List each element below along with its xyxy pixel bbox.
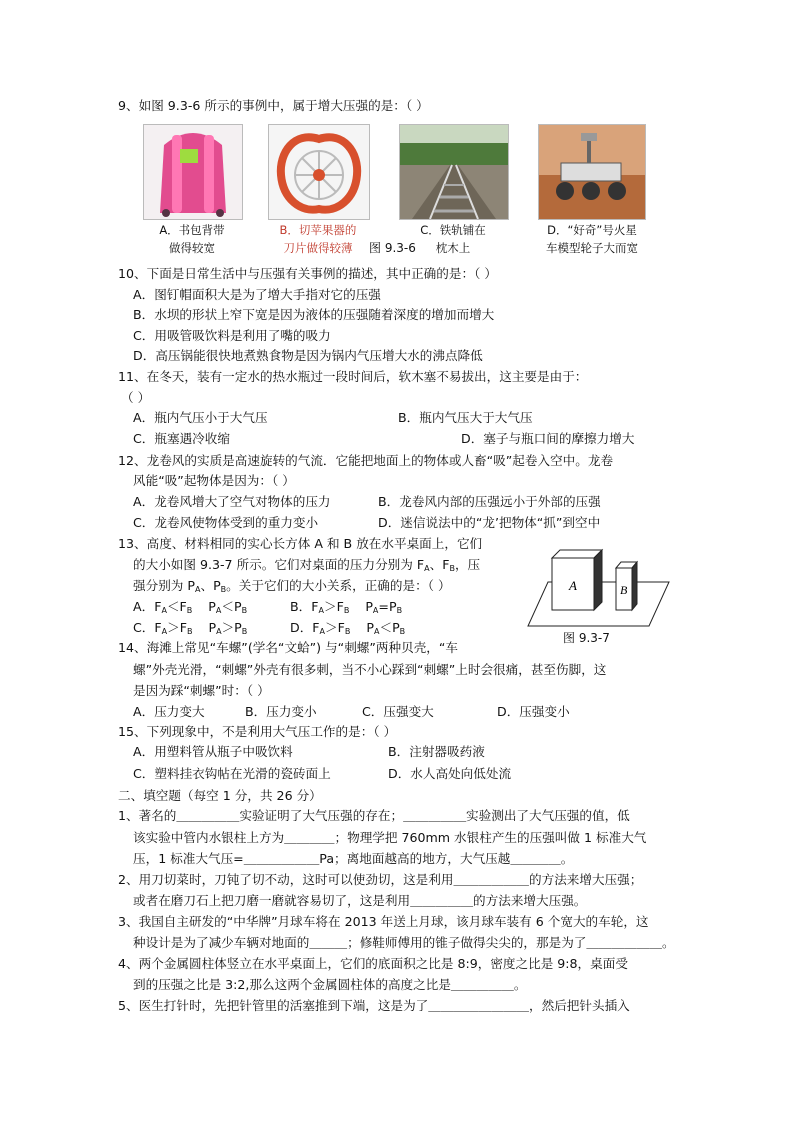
q10-option-d: D．高压锅能很快地煮熟食物是因为锅内气压增大水的沸点降低	[133, 348, 483, 363]
q15-option-d: D．水人高处向低处流	[388, 766, 512, 781]
backpack-photo	[143, 124, 243, 220]
block-b-label: B	[620, 583, 628, 597]
block-a-label: A	[569, 578, 577, 593]
q10-stem: 10、下面是日常生活中与压强有关事例的描述，其中正确的是：（ ）	[118, 266, 497, 281]
q15-option-c: C．塑料挂衣钩帖在光滑的瓷砖面上	[133, 766, 331, 781]
fill-1-line2: 该实验中管内水银柱上方为＿＿＿＿；物理学把 760mm 水银柱产生的压强叫做 1 标准大气	[133, 830, 647, 845]
q9-stem: 9、如图 9.3-6 所示的事例中，属于增大压强的是：（ ）	[118, 98, 429, 113]
fill-1-line1: 1、著名的＿＿＿＿＿实验证明了大气压强的存在；＿＿＿＿＿实验测出了大气压强的值，低	[118, 808, 630, 823]
q13-option-c: C．$F_A>F_B$ $P_A>P_B$	[133, 620, 248, 636]
q14-stem-line2: 螺”外壳光滑，“刺螺”外壳有很多刺，当不小心踩到“刺螺”上时会很痛，甚至伤脚，这	[133, 662, 607, 677]
mars-rover-photo	[538, 124, 646, 220]
q13-stem-line2: 的大小如图 9.3-7 所示。它们对桌面的压力分别为 $F_A$、$F_B$，压	[133, 557, 481, 573]
q13-option-d: D．$F_A>F_B$ $P_A<P_B$	[290, 620, 406, 636]
q12-option-a: A．龙卷风增大了空气对物体的压力	[133, 494, 331, 509]
section-2-title: 二、填空题（每空 1 分，共 26 分）	[118, 788, 322, 803]
fill-3-line1: 3、我国自主研发的“中华牌”月球车将在 2013 年送上月球，该月球车装有 6 个宽大的车轮，这	[118, 914, 649, 929]
fig-9-3-6-label: 图 9.3-6	[369, 241, 416, 255]
fill-4-line2: 到的压强之比是 3:2,那么这两个金属圆柱体的高度之比是＿＿＿＿＿。	[133, 977, 527, 992]
backpack-icon	[144, 125, 242, 219]
q13-option-b: B．$F_A>F_B$ $P_A=P_B$	[290, 599, 403, 615]
q11-option-b: B．瓶内气压大于大气压	[398, 410, 533, 425]
q11-stem: 11、在冬天，装有一定水的热水瓶过一段时间后，软木塞不易拔出，这主要是由于：	[118, 369, 588, 384]
q11-option-d: D．塞子与瓶口间的摩擦力增大	[461, 431, 635, 446]
q11-option-a: A．瓶内气压小于大气压	[133, 410, 268, 425]
q14-option-c: C．压强变大	[362, 704, 434, 719]
q12-option-d: D．迷信说法中的“龙’把物体“抓”到空中	[378, 515, 601, 530]
q13-option-a: A．$F_A<F_B$ $P_A<P_B$	[133, 599, 248, 615]
q10-option-b: B．水坝的形状上窄下宽是因为液体的压强随着深度的增加而增大	[133, 307, 495, 322]
rover-icon	[539, 125, 645, 219]
figure-9-3-7	[524, 540, 674, 632]
fig-9-3-7-label: 图 9.3-7	[563, 631, 610, 645]
q9-caption-d: D．“好奇”号火星 车模型轮子大而宽	[546, 223, 638, 255]
q11-option-c: C．瓶塞遇冷收缩	[133, 431, 230, 446]
q9-caption-b: B．切苹果器的 刀片做得较薄	[279, 223, 357, 255]
apple-cutter-photo	[268, 124, 370, 220]
q14-option-a: A．压力变大	[133, 704, 205, 719]
fill-3-line2: 种设计是为了减少车辆对地面的＿＿＿；修鞋师傅用的锥子做得尖尖的，那是为了＿＿＿＿＿＿。	[133, 935, 675, 950]
fill-5-line1: 5、医生打针时，先把针管里的活塞推到下端，这是为了＿＿＿＿＿＿＿＿，然后把针头插入	[118, 998, 630, 1013]
q14-stem-line1: 14、海滩上常见“车螺”(学名“文蛤”) 与“刺螺”两种贝壳，“车	[118, 640, 458, 655]
q15-option-a: A．用塑料管从瓶子中吸饮料	[133, 744, 293, 759]
q14-option-b: B．压力变小	[245, 704, 317, 719]
q9-caption-c: C．铁轨铺在 枕木上	[420, 223, 486, 255]
q11-paren: （ ）	[121, 390, 151, 405]
q9-caption-a: A．书包背带 做得较宽	[159, 223, 225, 255]
q12-stem-line1: 12、龙卷风的实质是高速旋转的气流．它能把地面上的物体或人畜“吸”起卷入空中。龙卷	[118, 453, 614, 468]
q15-option-b: B．注射器吸药液	[388, 744, 485, 759]
apple-cutter-icon	[269, 125, 369, 219]
fill-1-line3: 压，1 标准大气压=＿＿＿＿＿＿Pa；离地面越高的地方，大气压越＿＿＿＿。	[133, 851, 574, 866]
q13-stem-line1: 13、高度、材料相同的实心长方体 A 和 B 放在水平桌面上，它们	[118, 536, 483, 551]
q10-option-a: A．图钉帽面积大是为了增大手指对它的压强	[133, 287, 381, 302]
fill-2-line1: 2、用刀切菜时，刀钝了切不动，这时可以使劲切，这是利用＿＿＿＿＿＿的方法来增大压强；	[118, 872, 643, 887]
q12-stem-line2: 风能“吸”起物体是因为：（ ）	[133, 473, 295, 488]
fill-4-line1: 4、两个金属圆柱体竖立在水平桌面上，它们的底面积之比是 8:9，密度之比是 9:8，桌面受	[118, 956, 628, 971]
q10-option-c: C．用吸管吸饮料是利用了嘴的吸力	[133, 328, 331, 343]
q12-option-b: B．龙卷风内部的压强远小于外部的压强	[378, 494, 601, 509]
q13-stem-line3: 强分别为 $P_A$、$P_B$。关于它们的大小关系，正确的是：（ ）	[133, 578, 451, 594]
railway-icon	[400, 125, 508, 219]
q12-option-c: C．龙卷风使物体受到的重力变小	[133, 515, 319, 530]
fill-2-line2: 或者在磨刀石上把刀磨一磨就容易切了，这是利用＿＿＿＿＿的方法来增大压强。	[133, 893, 587, 908]
q15-stem: 15、下列现象中，不是利用大气压工作的是：（ ）	[118, 724, 397, 739]
railway-photo	[399, 124, 509, 220]
q14-stem-line3: 是因为踩“刺螺”时：（ ）	[133, 683, 270, 698]
q14-option-d: D．压强变小	[497, 704, 570, 719]
